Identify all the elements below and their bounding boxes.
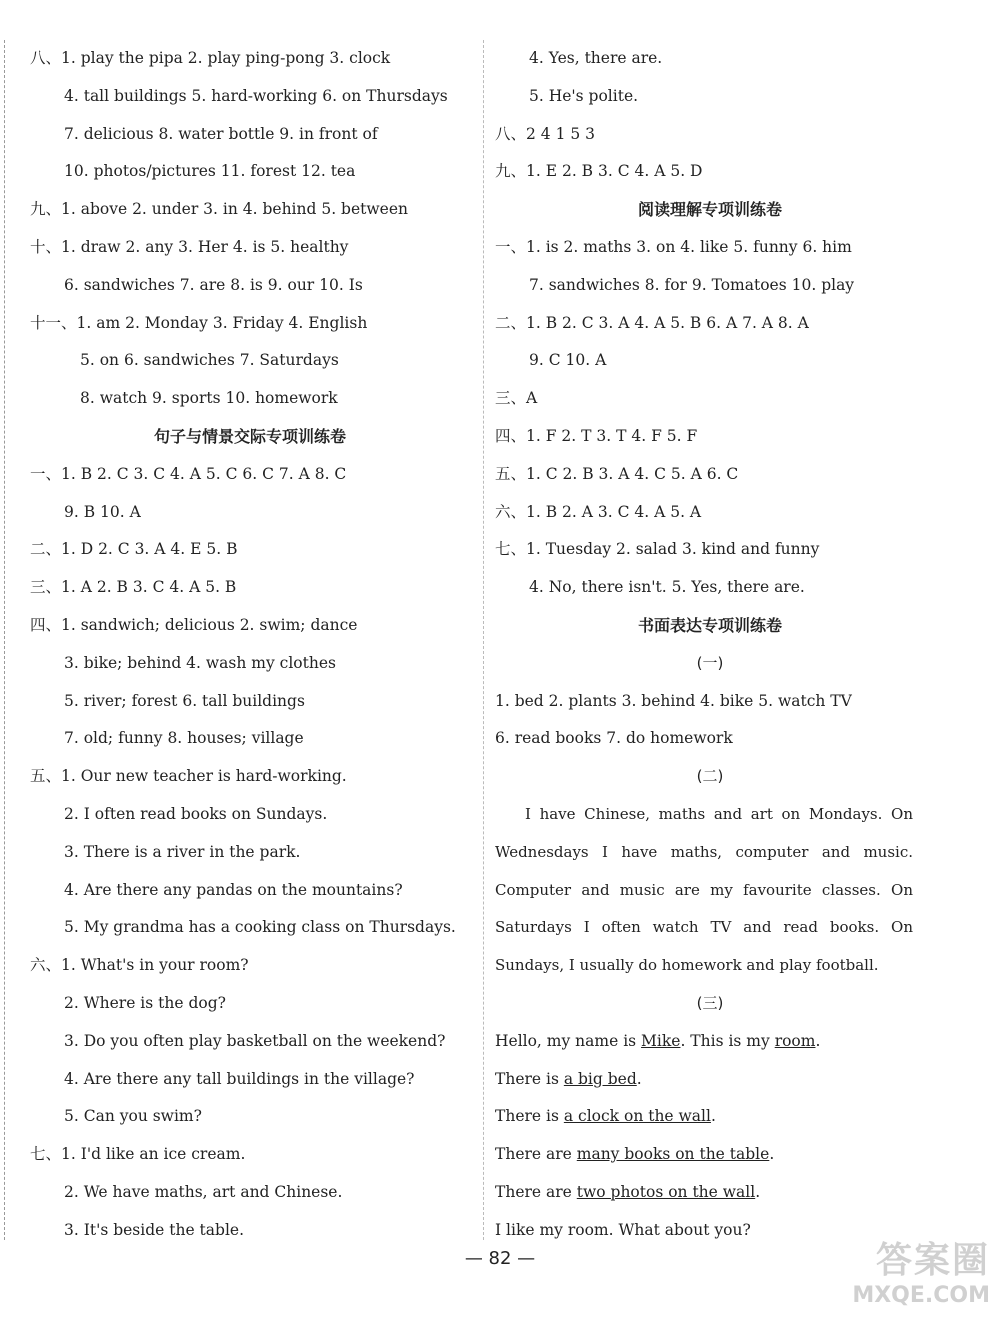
answer-line: 6. sandwiches 7. are 8. is 9. our 10. Is [64,275,363,294]
column-divider [483,40,484,1240]
answer-line: 二、1. B 2. C 3. A 4. A 5. B 6. A 7. A 8. A [495,313,809,332]
answer-line: 5. Can you swim? [64,1107,202,1126]
answer-line: 十、1. draw 2. any 3. Her 4. is 5. healthy [30,237,349,256]
section-subtitle: (一) [696,653,724,672]
answer-line: 二、1. D 2. C 3. A 4. E 5. B [30,540,238,559]
answer-line: 3. bike; behind 4. wash my clothes [64,653,336,672]
answer-line: 3. Do you often play basketball on the weekend? [64,1031,446,1050]
answer-line: 1. bed 2. plants 3. behind 4. bike 5. watch TV [495,691,852,710]
answer-line: 五、1. Our new teacher is hard-working. [30,767,347,786]
section-title: 句子与情景交际专项训练卷 [153,426,346,446]
right-column [495,40,925,1250]
answer-line: 六、1. What's in your room? [30,956,249,975]
answer-line: 六、1. B 2. A 3. C 4. A 5. A [495,502,702,521]
answer-line: 4. Yes, there are. [529,49,663,67]
section-sub-3: (三) [696,993,724,1012]
answer-line: 2. I often read books on Sundays. [64,804,328,823]
answer-line: 三、A [495,389,538,408]
answer-line: 5. He's polite. [529,86,639,105]
essay-line-1: Hello, my name is Mike. This is my room. [495,1031,821,1050]
answer-line: 八、2 4 1 5 3 [495,124,596,143]
watermark-logo [820,1232,990,1327]
answer-line: 十一、1. am 2. Monday 3. Friday 4. English [30,313,368,332]
essay-paragraph-2: I have Chinese, maths and art on Mondays. On Wednesdays I have maths, computer and music. Computer and music are my favourite classes. On Saturdays I often watch TV and read books. On Sundays, I usually do homework and play football. [495,804,913,975]
answer-line: 七、1. I'd like an ice cream. [30,1145,246,1164]
answer-line: 9. B 10. A [64,502,141,521]
answer-line: 2. We have maths, art and Chinese. [64,1182,343,1201]
answer-line: 4. Are there any pandas on the mountains? [64,880,403,899]
answer-line: 三、1. A 2. B 3. C 4. A 5. B [30,578,237,597]
answer-line: 五、1. C 2. B 3. A 4. C 5. A 6. C [495,464,739,483]
answer-line: 九、1. E 2. B 3. C 4. A 5. D [495,162,703,181]
watermark-text: 答案圈 [875,1240,990,1281]
essay-line-5: There are two photos on the wall. [495,1182,761,1201]
answer-line: 9. C 10. A [529,351,607,370]
answer-line: 4. No, there isn't. 5. Yes, there are. [529,578,805,597]
answer-line: 6. read books 7. do homework [495,729,733,748]
answer-line: 四、1. sandwich; delicious 2. swim; dance [30,615,358,634]
answer-line: 4. tall buildings 5. hard-working 6. on Thursdays [64,86,448,105]
essay-line-6: I like my room. What about you? [495,1220,751,1239]
section-title: 阅读理解专项训练卷 [637,200,782,220]
answer-line: 7. delicious 8. water bottle 9. in front of [64,124,378,143]
section-subtitle: (二) [696,767,724,786]
essay-line-4: There are many books on the table. [495,1145,775,1164]
answer-line: 九、1. above 2. under 3. in 4. behind 5. between [30,200,408,219]
page-number: — 82 — [464,1248,536,1269]
essay-line-3: There is a clock on the wall. [495,1107,716,1126]
left-column [30,40,470,1250]
binding-edge [4,40,17,1240]
answer-line: 八、1. play the pipa 2. play ping-pong 3. clock [30,49,391,67]
answer-line: 2. Where is the dog? [64,993,226,1012]
answer-line: 5. on 6. sandwiches 7. Saturdays [80,351,339,370]
answer-line: 5. river; forest 6. tall buildings [64,691,305,710]
answer-line: 8. watch 9. sports 10. homework [80,389,338,408]
answer-line: 一、1. is 2. maths 3. on 4. like 5. funny 6. him [495,237,852,256]
answer-line: 3. It's beside the table. [64,1220,244,1239]
answer-line: 七、1. Tuesday 2. salad 3. kind and funny [495,540,820,559]
answer-line: 7. sandwiches 8. for 9. Tomatoes 10. play [529,275,855,294]
answer-line: 3. There is a river in the park. [64,842,301,861]
answer-line: 10. photos/pictures 11. forest 12. tea [64,162,356,181]
answer-line: 四、1. F 2. T 3. T 4. F 5. F [495,426,698,445]
essay-line-2: There is a big bed. [495,1069,642,1088]
section-title: 书面表达专项训练卷 [637,615,782,635]
answer-line: 一、1. B 2. C 3. C 4. A 5. C 6. C 7. A 8. C [30,464,347,483]
answer-line: 5. My grandma has a cooking class on Thursdays. [64,918,456,937]
answer-line: 4. Are there any tall buildings in the village? [64,1069,415,1088]
answer-line: 7. old; funny 8. houses; village [64,729,304,748]
right-top-lines [495,40,925,796]
watermark-url: MXQE.COM [852,1283,990,1308]
